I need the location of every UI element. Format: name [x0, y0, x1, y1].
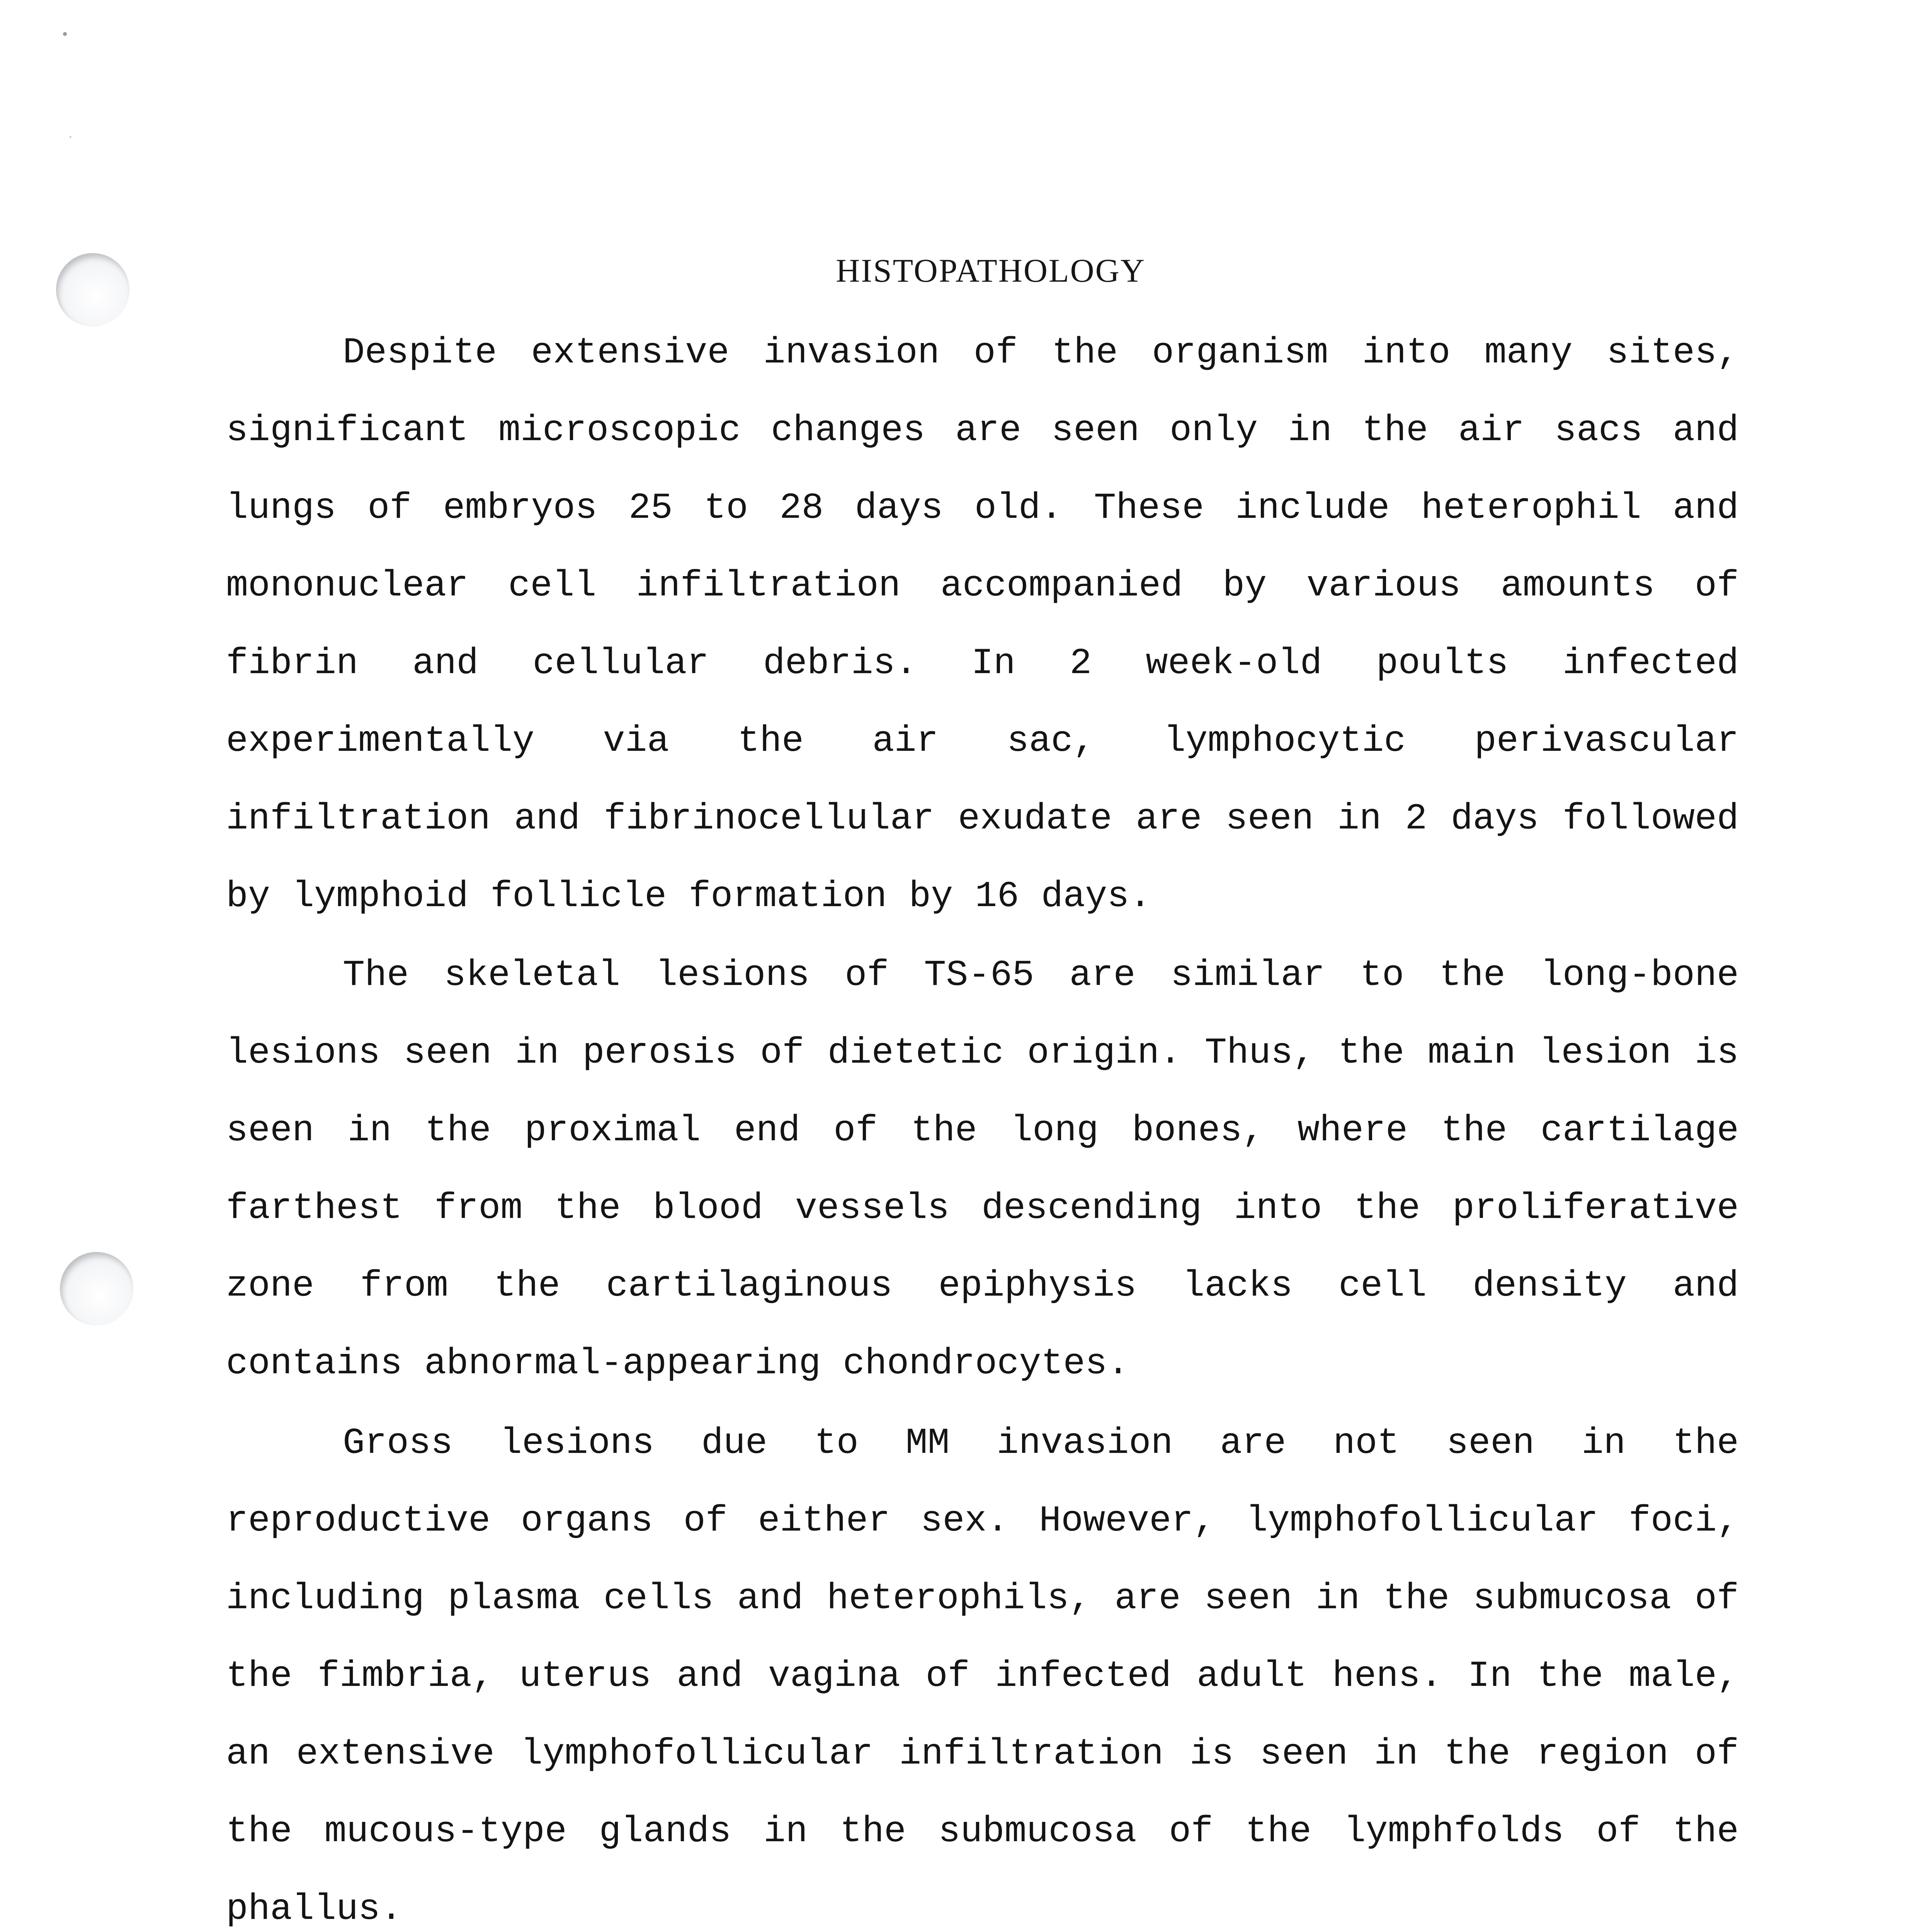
section-heading-histopathology: HISTOPATHOLOGY: [836, 252, 1146, 289]
paragraph-histopathology-2: The skeletal lesions of TS-65 are similar to the long-bone lesions seen in perosis of dietetic origin. Thus, the main lesion is seen in the proximal end of the long bones, where the cartilage farthest from the blood vessels descending into the proliferative zone from the cartilaginous epiphysis lacks cell density and contains abnormal-appearing chondrocytes.: [226, 954, 1739, 1384]
scan-speck: [70, 136, 71, 138]
scan-speck: [63, 32, 67, 36]
paragraph-histopathology-3: Gross lesions due to MM invasion are not seen in the reproductive organs of either sex. However, lymphofollicular foci, including plasma cells and heterophils, are seen in the submucosa of the fimbria, uterus and vagina of infected adult hens. In the male, an extensive lymphofollicular infiltration is seen in the region of the mucous-type glands in the submucosa of the lymphfolds of the phallus.: [226, 1422, 1739, 1930]
paragraph-histopathology-1: Despite extensive invasion of the organism into many sites, significant microscopic changes are seen only in the air sacs and lungs of embryos 25 to 28 days old. These include heterophil and mononuclear cell infiltration accompanied by various amounts of fibrin and cellular debris. In 2 week-old poults infected experimentally via the air sac, lymphocytic perivascular infiltration and fibrinocellular exudate are seen in 2 days followed by lymphoid follicle formation by 16 days.: [226, 332, 1739, 917]
binder-punch-hole: [60, 1252, 133, 1325]
